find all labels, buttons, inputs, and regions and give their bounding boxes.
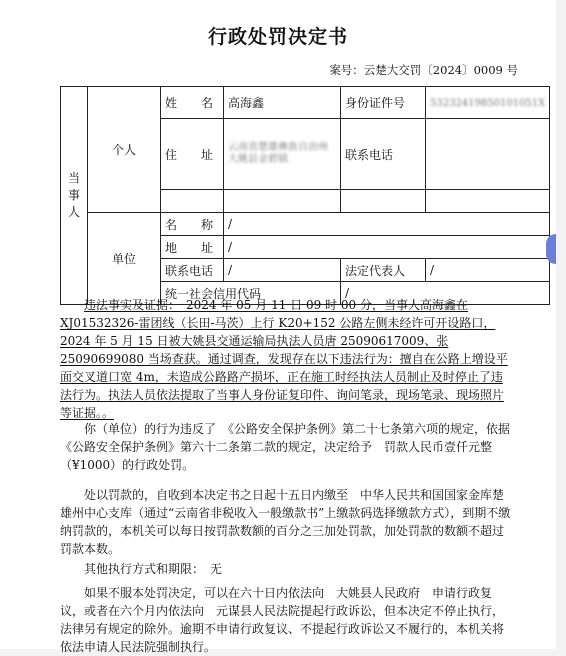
- legal-rep-value: /: [426, 259, 550, 282]
- appeal-paragraph: 如果不服本处罚决定，可以在六十日内依法向 大姚县人民政府 申请行政复议，或者在六个月内依法向 元谋县人民法院提起行政诉讼，但本决定不停止执行，法律另有规定的除外。逾期不申请行政复议、不提起行政诉讼又不履行的，本机关将依法申请人民法院强制执行。: [60, 586, 505, 654]
- org-address-label: 地 址: [161, 236, 224, 259]
- org-phone-label: 联系电话: [161, 259, 224, 282]
- party-label: 当事人: [61, 87, 88, 305]
- facts-paragraph: 违法事实及证据： 2024 年 05 月 11 日 09 时 00 分，当事人高海鑫在 XJ01532326-雷团线（长田-马茨）上行 K20+152 公路左侧未经许可开设路口，2024 年 5 月 15 日被大姚县交通运输局执法人员唐 25090617009、张 25090699080 当场查获。通过调查，发现存在以下违法行为：擅自在公路上增设平面交叉道口宽 4m，未造成公路路产损坏，正在施工时经执法人员制止及时停止了违法行为。执法人员依法提取了当事人身份证复印件、询问笔录，现场笔录、现场照片等证据。。: [60, 298, 508, 420]
- org-name-label: 名 称: [161, 213, 224, 236]
- side-scroll-handle[interactable]: [546, 234, 556, 264]
- document-title: 行政处罚决定书: [207, 26, 348, 48]
- credit-code-value: /: [341, 282, 550, 305]
- id-label: 身份证件号: [341, 87, 426, 119]
- org-name-value: /: [224, 213, 550, 236]
- address-value: 云南省楚雄彝族自治州大姚县金碧镇: [228, 142, 328, 165]
- case-number: 案号：云楚大交罚〔2024〕0009 号: [329, 63, 518, 77]
- credit-code-label: 统一社会信用代码: [161, 282, 341, 305]
- org-phone-value: /: [224, 259, 341, 282]
- id-value: 53232419850101051X: [430, 98, 546, 109]
- legal-rep-label: 法定代表人: [341, 259, 426, 282]
- name-label: 姓 名: [161, 87, 224, 119]
- unit-label: 单位: [88, 213, 161, 305]
- individual-label: 个人: [88, 87, 161, 213]
- phone-label: 联系电话: [341, 119, 426, 190]
- name-value: 高海鑫: [224, 87, 341, 119]
- payment-paragraph: 处以罚款的，自收到本决定书之日起十五日内缴至 中华人民共和国国家金库楚雄州中心支库（通过“云南省非税收入一般缴款书”上缴款码选择缴款方式），到期不缴纳罚款的，本机关可以每日按罚款数额的百分之三加处罚款，加处罚款的数额不超过罚款本数。: [60, 488, 511, 556]
- address-label: 住 址: [161, 119, 224, 190]
- law-paragraph: 你（单位）的行为违反了 《公路安全保护条例》第二十七条第六项的规定，依据 《公路安全保护条例》第六十二条第二款的规定，决定给予 罚款人民币壹仟元整（¥1000）的行政处罚。: [60, 422, 523, 472]
- party-info-table: [60, 86, 550, 305]
- other-execution-paragraph: 其他执行方式和期限： 无: [84, 562, 223, 576]
- org-address-value: /: [224, 236, 550, 259]
